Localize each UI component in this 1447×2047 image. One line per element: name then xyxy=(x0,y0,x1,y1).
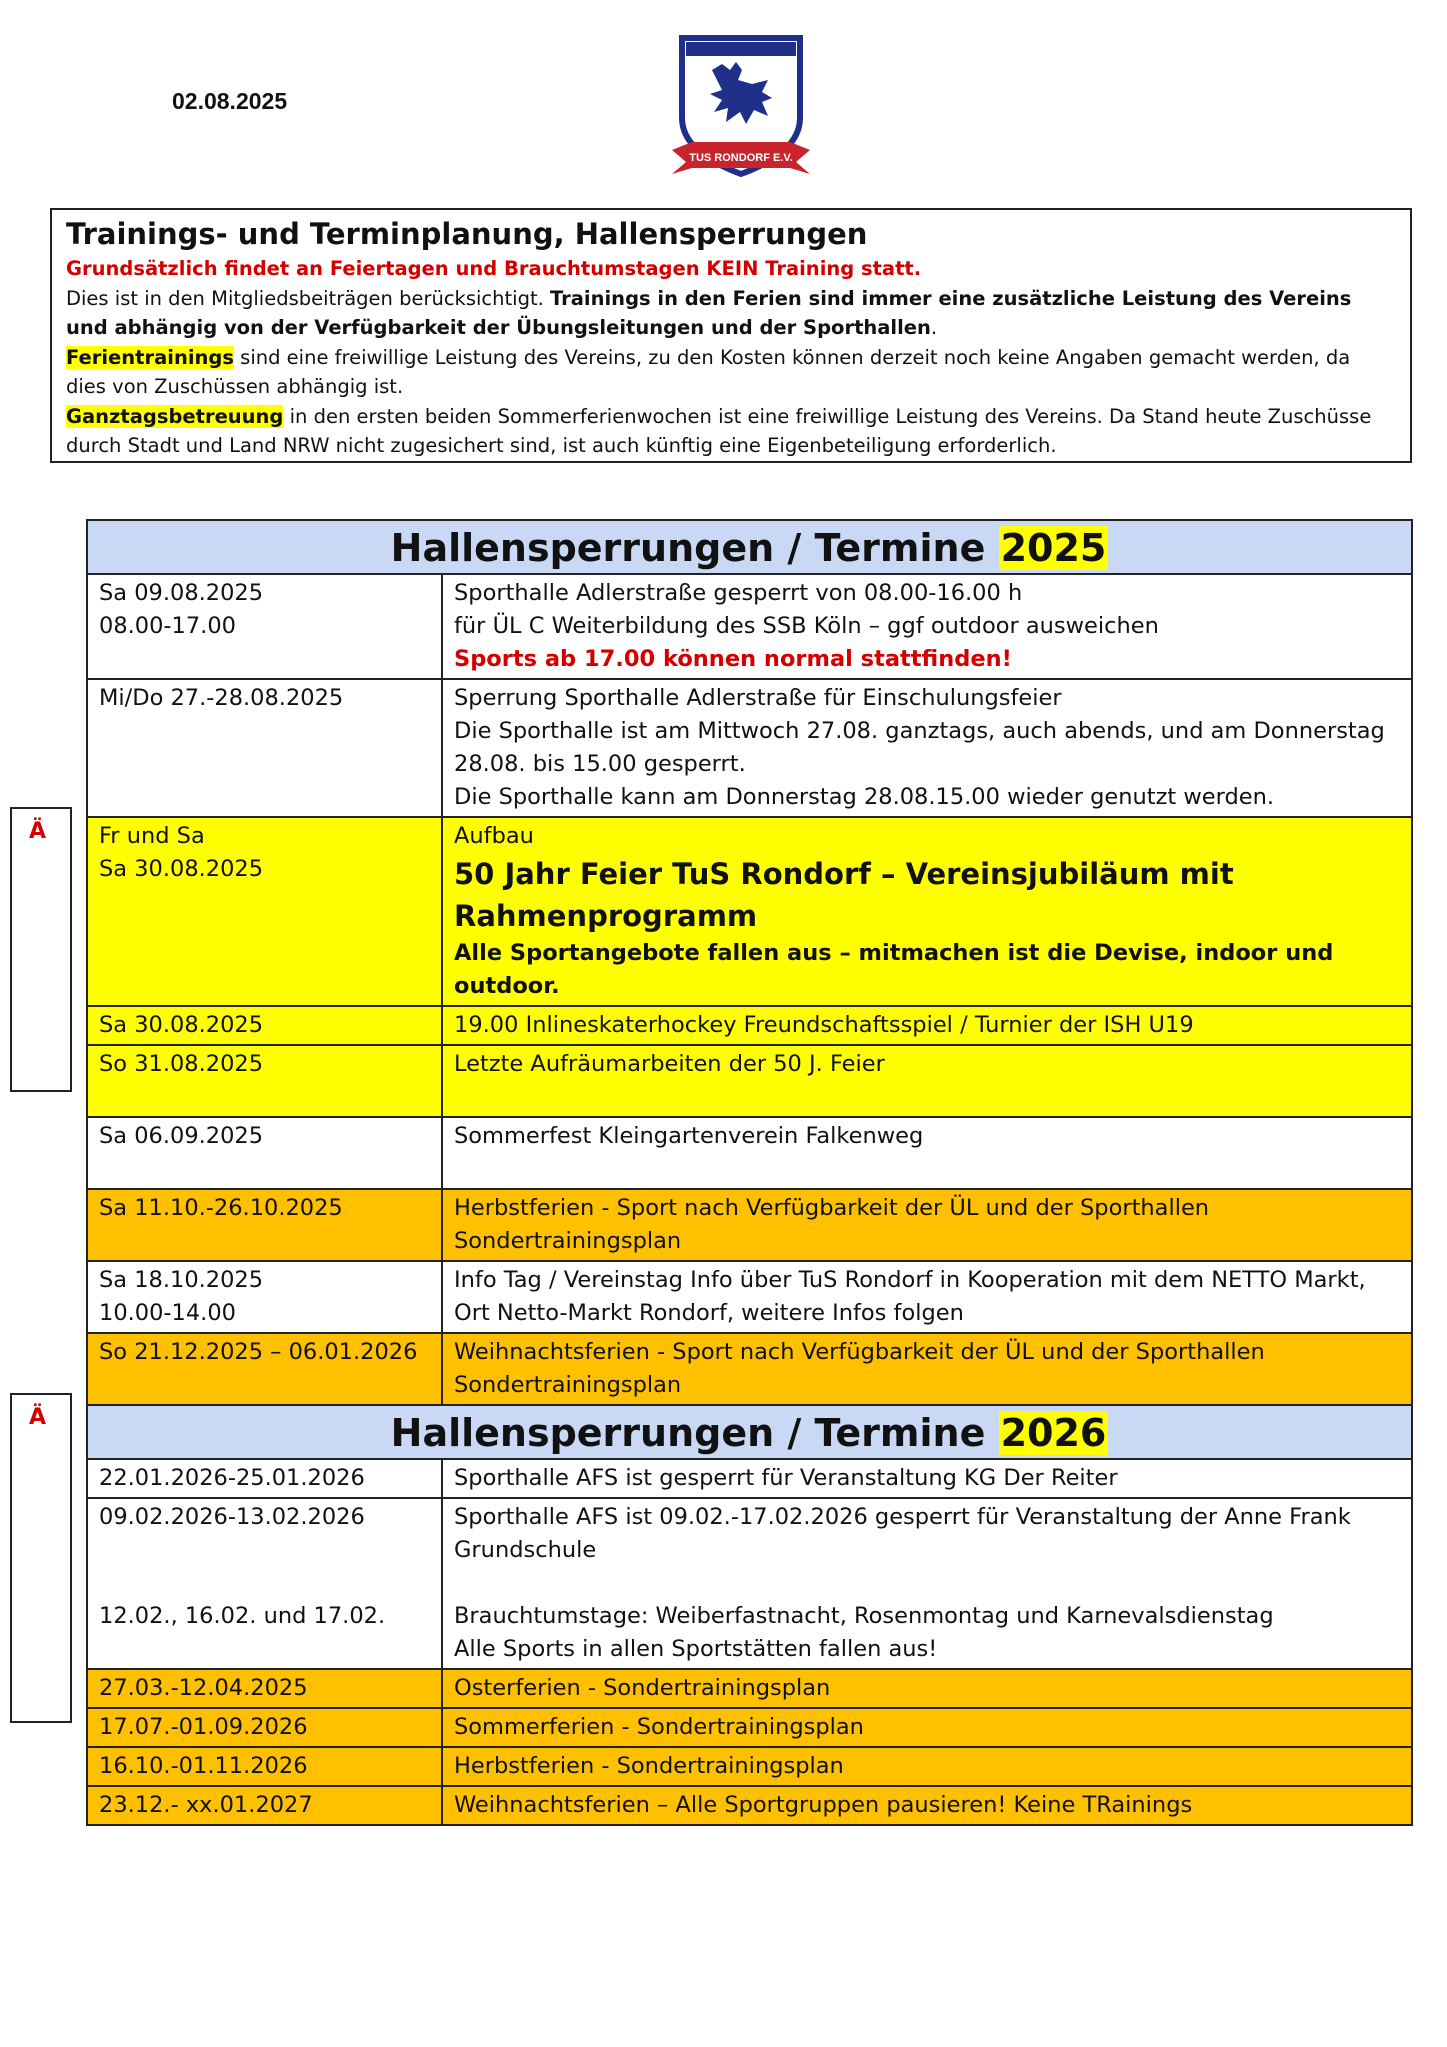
section-heading-2025 xyxy=(87,520,1412,574)
heading-year: 2025 xyxy=(1000,526,1107,570)
ferientrainings-highlight: Ferientrainings xyxy=(66,345,234,369)
table-row: Sa 18.10.2025 10.00-14.00 Info Tag / Vereinstag Info über TuS Rondorf in Kooperation mit dem NETTO Markt, Ort Netto-Markt Rondorf, weitere Infos folgen xyxy=(87,1261,1412,1333)
change-marker: Ä xyxy=(10,1393,72,1723)
info-paragraph-2 xyxy=(66,343,1396,402)
info-red-note: Grundsätzlich findet an Feiertagen und Brauchtumstagen KEIN Training statt. xyxy=(66,257,922,280)
table-row: Mi/Do 27.-28.08.2025 Sperrung Sporthalle Adlerstraße für Einschulungsfeier Die Sporthalle ist am Mittwoch 27.08. ganztags, auch abends, und am Donnerstag 28.08. bis 15.00 gesperrt. Die Sporthalle kann am Donnerstag 28.08.15.00 wieder genutzt werden. xyxy=(87,679,1412,817)
heading-text: Hallensperrungen / Termine xyxy=(390,526,999,570)
heading-year: 2026 xyxy=(1000,1411,1107,1455)
ganztag-text: in den ersten beiden Sommerferienwochen ist eine freiwillige Leistung des Vereins. Da Stand heute Zuschüsse durch Stadt und Land NRW nicht zugesichert sind, ist auch künftig eine Eigenbeteiligung erforderlich. xyxy=(66,404,1372,457)
document-date: 02.08.2025 xyxy=(172,88,288,114)
table-row: Sa 11.10.-26.10.2025 Herbstferien - Sport nach Verfügbarkeit der ÜL und der Sporthallen Sondertrainingsplan xyxy=(87,1189,1412,1261)
info-paragraph-3 xyxy=(66,402,1396,461)
ganztag-highlight: Ganztagsbetreuung xyxy=(66,404,284,428)
table-row: 09.02.2026-13.02.2026 12.02., 16.02. und 17.02. Sporthalle AFS ist 09.02.-17.02.2026 gesperrt für Veranstaltung der Anne Frank Grundschule Brauchtumstage: Weiberfastnacht, Rosenmontag und Karnevalsdienstag Alle Sports in allen Sportstätten fallen aus! xyxy=(87,1498,1412,1669)
table-row: Sa 09.08.2025 08.00-17.00 Sporthalle Adlerstraße gesperrt von 08.00-16.00 h für ÜL C Weiterbildung des SSB Köln – ggf outdoor ausweichen Sports ab 17.00 können normal stattfinden! xyxy=(87,574,1412,679)
table-row: 22.01.2026-25.01.2026 Sporthalle AFS ist gesperrt für Veranstaltung KG Der Reiter xyxy=(87,1459,1412,1498)
info-text: Dies ist in den Mitgliedsbeiträgen berücksichtigt. xyxy=(66,286,550,310)
info-paragraph-1 xyxy=(66,284,1396,343)
table-row: Fr und Sa Sa 30.08.2025 Aufbau 50 Jahr Feier TuS Rondorf – Vereinsjubiläum mit Rahmenprogramm Alle Sportangebote fallen aus – mitmachen ist die Devise, indoor und outdoor. xyxy=(87,817,1412,1006)
table-row: 23.12.- xx.01.2027 Weihnachtsferien – Alle Sportgruppen pausieren! Keine TRainings xyxy=(87,1786,1412,1825)
table-row: Sa 06.09.2025 Sommerfest Kleingartenverein Falkenweg xyxy=(87,1117,1412,1189)
lion-shield-icon xyxy=(672,34,810,186)
info-title: Trainings- und Terminplanung, Hallensperrungen xyxy=(66,217,868,251)
section-heading-2026 xyxy=(87,1405,1412,1459)
change-marker: Ä xyxy=(10,807,72,1092)
info-text-end: . xyxy=(930,316,938,339)
table-row: So 31.08.2025 Letzte Aufräumarbeiten der 50 J. Feier xyxy=(87,1045,1412,1117)
ferientrainings-text: sind eine freiwillige Leistung des Vereins, zu den Kosten können derzeit noch keine Angaben gemacht werden, da dies von Zuschüssen abhängig ist. xyxy=(66,345,1351,398)
heading-text: Hallensperrungen / Termine xyxy=(390,1411,999,1455)
info-bold-text: Trainings in den Ferien sind immer eine zusätzliche Leistung des Vereins und abhängig von der Verfügbarkeit der Übungsleitungen und der Sporthallen xyxy=(66,286,1352,339)
club-logo xyxy=(672,34,810,186)
table-row: 17.07.-01.09.2026 Sommerferien - Sondertrainingsplan xyxy=(87,1708,1412,1747)
info-box xyxy=(50,208,1412,463)
schedule-table xyxy=(86,519,1413,1826)
table-row: 27.03.-12.04.2025 Osterferien - Sondertrainingsplan xyxy=(87,1669,1412,1708)
table-row: 16.10.-01.11.2026 Herbstferien - Sondertrainingsplan xyxy=(87,1747,1412,1786)
table-row: So 21.12.2025 – 06.01.2026 Weihnachtsferien - Sport nach Verfügbarkeit der ÜL und der Sporthallen Sondertrainingsplan xyxy=(87,1333,1412,1405)
table-row: Sa 30.08.2025 19.00 Inlineskaterhockey Freundschaftsspiel / Turnier der ISH U19 xyxy=(87,1006,1412,1045)
logo-text: TUS RONDORF E.V. xyxy=(689,152,793,164)
